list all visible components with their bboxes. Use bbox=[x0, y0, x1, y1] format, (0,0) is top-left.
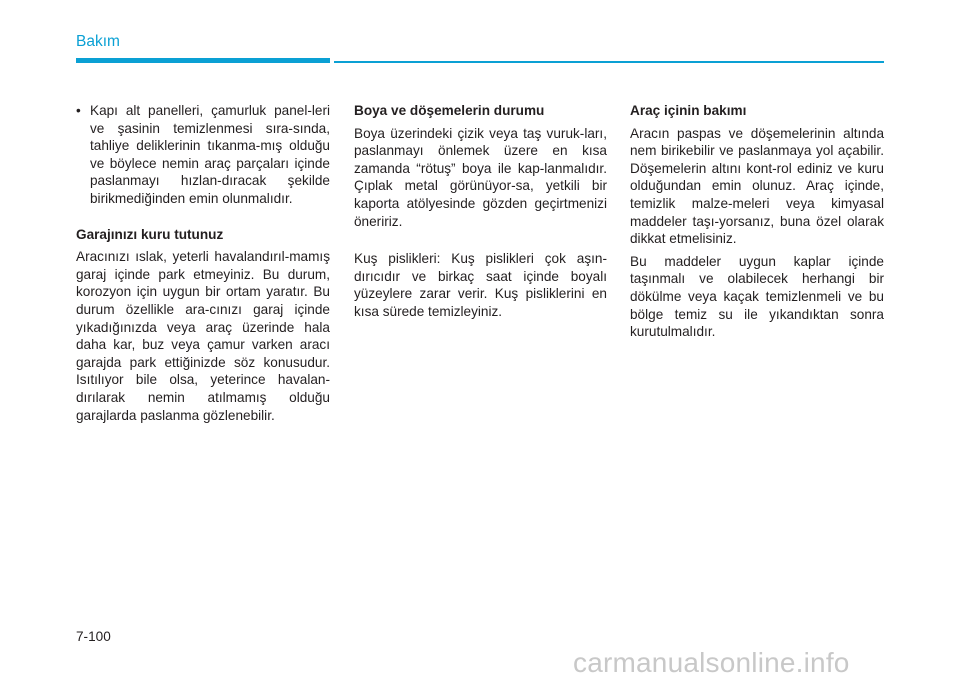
paragraph-interior: Aracın paspas ve döşemelerinin altında nem birikebilir ve paslanmaya yol açabilir. Döşemelerin altını kont-rol ediniz ve kuru olduğundan emin olunuz. Araç içinde, temizlik malze-meleri veya kimyasal maddeler taşı-yorsanız, buna özel olarak dikkat etmelisiniz. bbox=[630, 125, 884, 247]
bullet-text: Kapı alt panelleri, çamurluk panel-leri ve şasinin temizlenmesi sıra-sında, tahliye deliklerinin tıkanma-mış olduğu ve böylece nemin araç parçaları içinde paslanmayı hızlan-dıracak şekilde birikmediğinden emin olunmalıdır. bbox=[90, 103, 330, 206]
page-number: 7-100 bbox=[76, 629, 111, 644]
column-right bbox=[630, 102, 884, 341]
header-rule-thin bbox=[334, 61, 884, 63]
bullet-item bbox=[76, 102, 330, 208]
header-rule-thick bbox=[76, 58, 330, 63]
column-middle bbox=[354, 102, 607, 321]
paragraph-garage: Aracınızı ıslak, yeterli havalandırıl-mamış garaj içinde park etmeyiniz. Bu durum, korozyon için uygun bir ortam yaratır. Bu durum özellikle ara-cınızı garaj içinde yıkadığınızda veya araç üzerinde hala daha kar, buz veya çamur varken aracı garajda park ettiğinizde söz konusudur. Isıtılıyor bile olsa, yeterince havalan-dırılarak nemin atılmamış olduğu garajlarda paslanma gözlenebilir. bbox=[76, 249, 330, 423]
heading-garage: Garajınızı kuru tutunuz bbox=[76, 226, 224, 242]
paragraph-bird-droppings: Kuş pislikleri: Kuş pislikleri çok aşın-dırıcıdır ve birkaç saat içinde boyalı yüzeylere zarar verir. Kuş pisliklerini en kısa sürede temizleyiniz. bbox=[354, 251, 607, 319]
paragraph-paint: Boya üzerindeki çizik veya taş vuruk-ları, paslanmayı önlemek üzere en kısa zamanda “rötuş” boya ile kap-lanmalıdır. Çıplak metal görünüyor-sa, yetkili bir kaporta atölyesinde gözden geçirtmenizi öneririz. bbox=[354, 125, 607, 229]
heading-interior: Araç içinin bakımı bbox=[630, 103, 747, 118]
watermark: carmanualsonline.info bbox=[573, 647, 850, 678]
column-left bbox=[76, 102, 330, 424]
section-title: Bakım bbox=[76, 33, 120, 50]
heading-paint: Boya ve döşemelerin durumu bbox=[354, 103, 545, 118]
bullet-dot-icon: • bbox=[76, 103, 81, 118]
paragraph-chemicals: Bu maddeler uygun kaplar içinde taşınmalı ve olabilecek herhangi bir dökülme veya kaçak temizlenmeli ve bu bölge temiz su ile yıkandıktan sonra kurutulmalıdır. bbox=[630, 253, 884, 340]
